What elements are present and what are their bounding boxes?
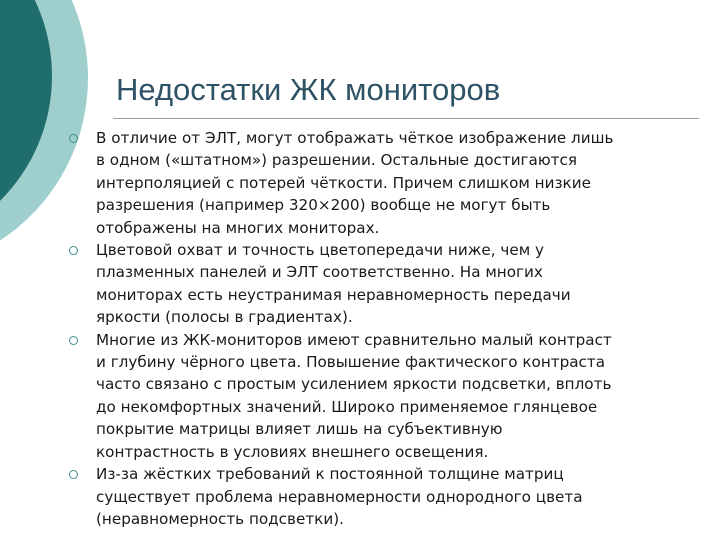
bullet-line: до некомфортных значений. Широко применяемое глянцевое bbox=[96, 397, 598, 416]
bullet-item bbox=[68, 239, 708, 329]
bullet-line: Цветовой охват и точность цветопередачи ниже, чем у bbox=[96, 241, 544, 260]
hollow-circle-bullet-icon bbox=[69, 336, 78, 345]
bullet-line: часто связано с простым усилением яркости подсветки, вплоть bbox=[96, 375, 612, 394]
title-underline bbox=[113, 118, 699, 119]
bullet-line: в одном («штатном») разрешении. Остальные достигаются bbox=[96, 151, 577, 170]
bullet-line: и глубину чёрного цвета. Повышение фактического контраста bbox=[96, 353, 606, 372]
hollow-circle-bullet-icon bbox=[69, 246, 78, 255]
bullet-item bbox=[68, 127, 708, 239]
bullet-line: (неравномерность подсветки). bbox=[96, 509, 344, 528]
bullet-line: контрастность в условиях внешнего освещения. bbox=[96, 442, 489, 461]
hollow-circle-bullet-icon bbox=[69, 470, 78, 479]
bullet-line: яркости (полосы в градиентах). bbox=[96, 308, 353, 327]
bullet-line: покрытие матрицы влияет лишь на субъективную bbox=[96, 420, 503, 439]
bullet-line: существует проблема неравномерности однородного цвета bbox=[96, 487, 583, 506]
bullet-line: В отличие от ЭЛТ, могут отображать чёткое изображение лишь bbox=[96, 129, 614, 147]
bullet-item bbox=[68, 329, 708, 463]
hollow-circle-bullet-icon bbox=[69, 134, 78, 143]
bullet-item bbox=[68, 463, 708, 530]
bullet-line: отображены на многих мониторах. bbox=[96, 218, 380, 237]
bullet-line: плазменных панелей и ЭЛТ соответственно. На многих bbox=[96, 263, 543, 282]
slide-title: Недостатки ЖК мониторов bbox=[116, 72, 501, 107]
bullet-line: Из-за жёстких требований к постоянной толщине матриц bbox=[96, 465, 564, 484]
bullet-line: Многие из ЖК-мониторов имеют сравнительно малый контраст bbox=[96, 330, 612, 349]
bullet-list bbox=[68, 127, 708, 530]
bullet-line: интерполяцией с потерей чёткости. Причем слишком низкие bbox=[96, 173, 591, 192]
bullet-line: мониторах есть неустранимая неравномерность передачи bbox=[96, 285, 571, 304]
bullet-line: разрешения (например 320×200) вообще не могут быть bbox=[96, 196, 551, 215]
